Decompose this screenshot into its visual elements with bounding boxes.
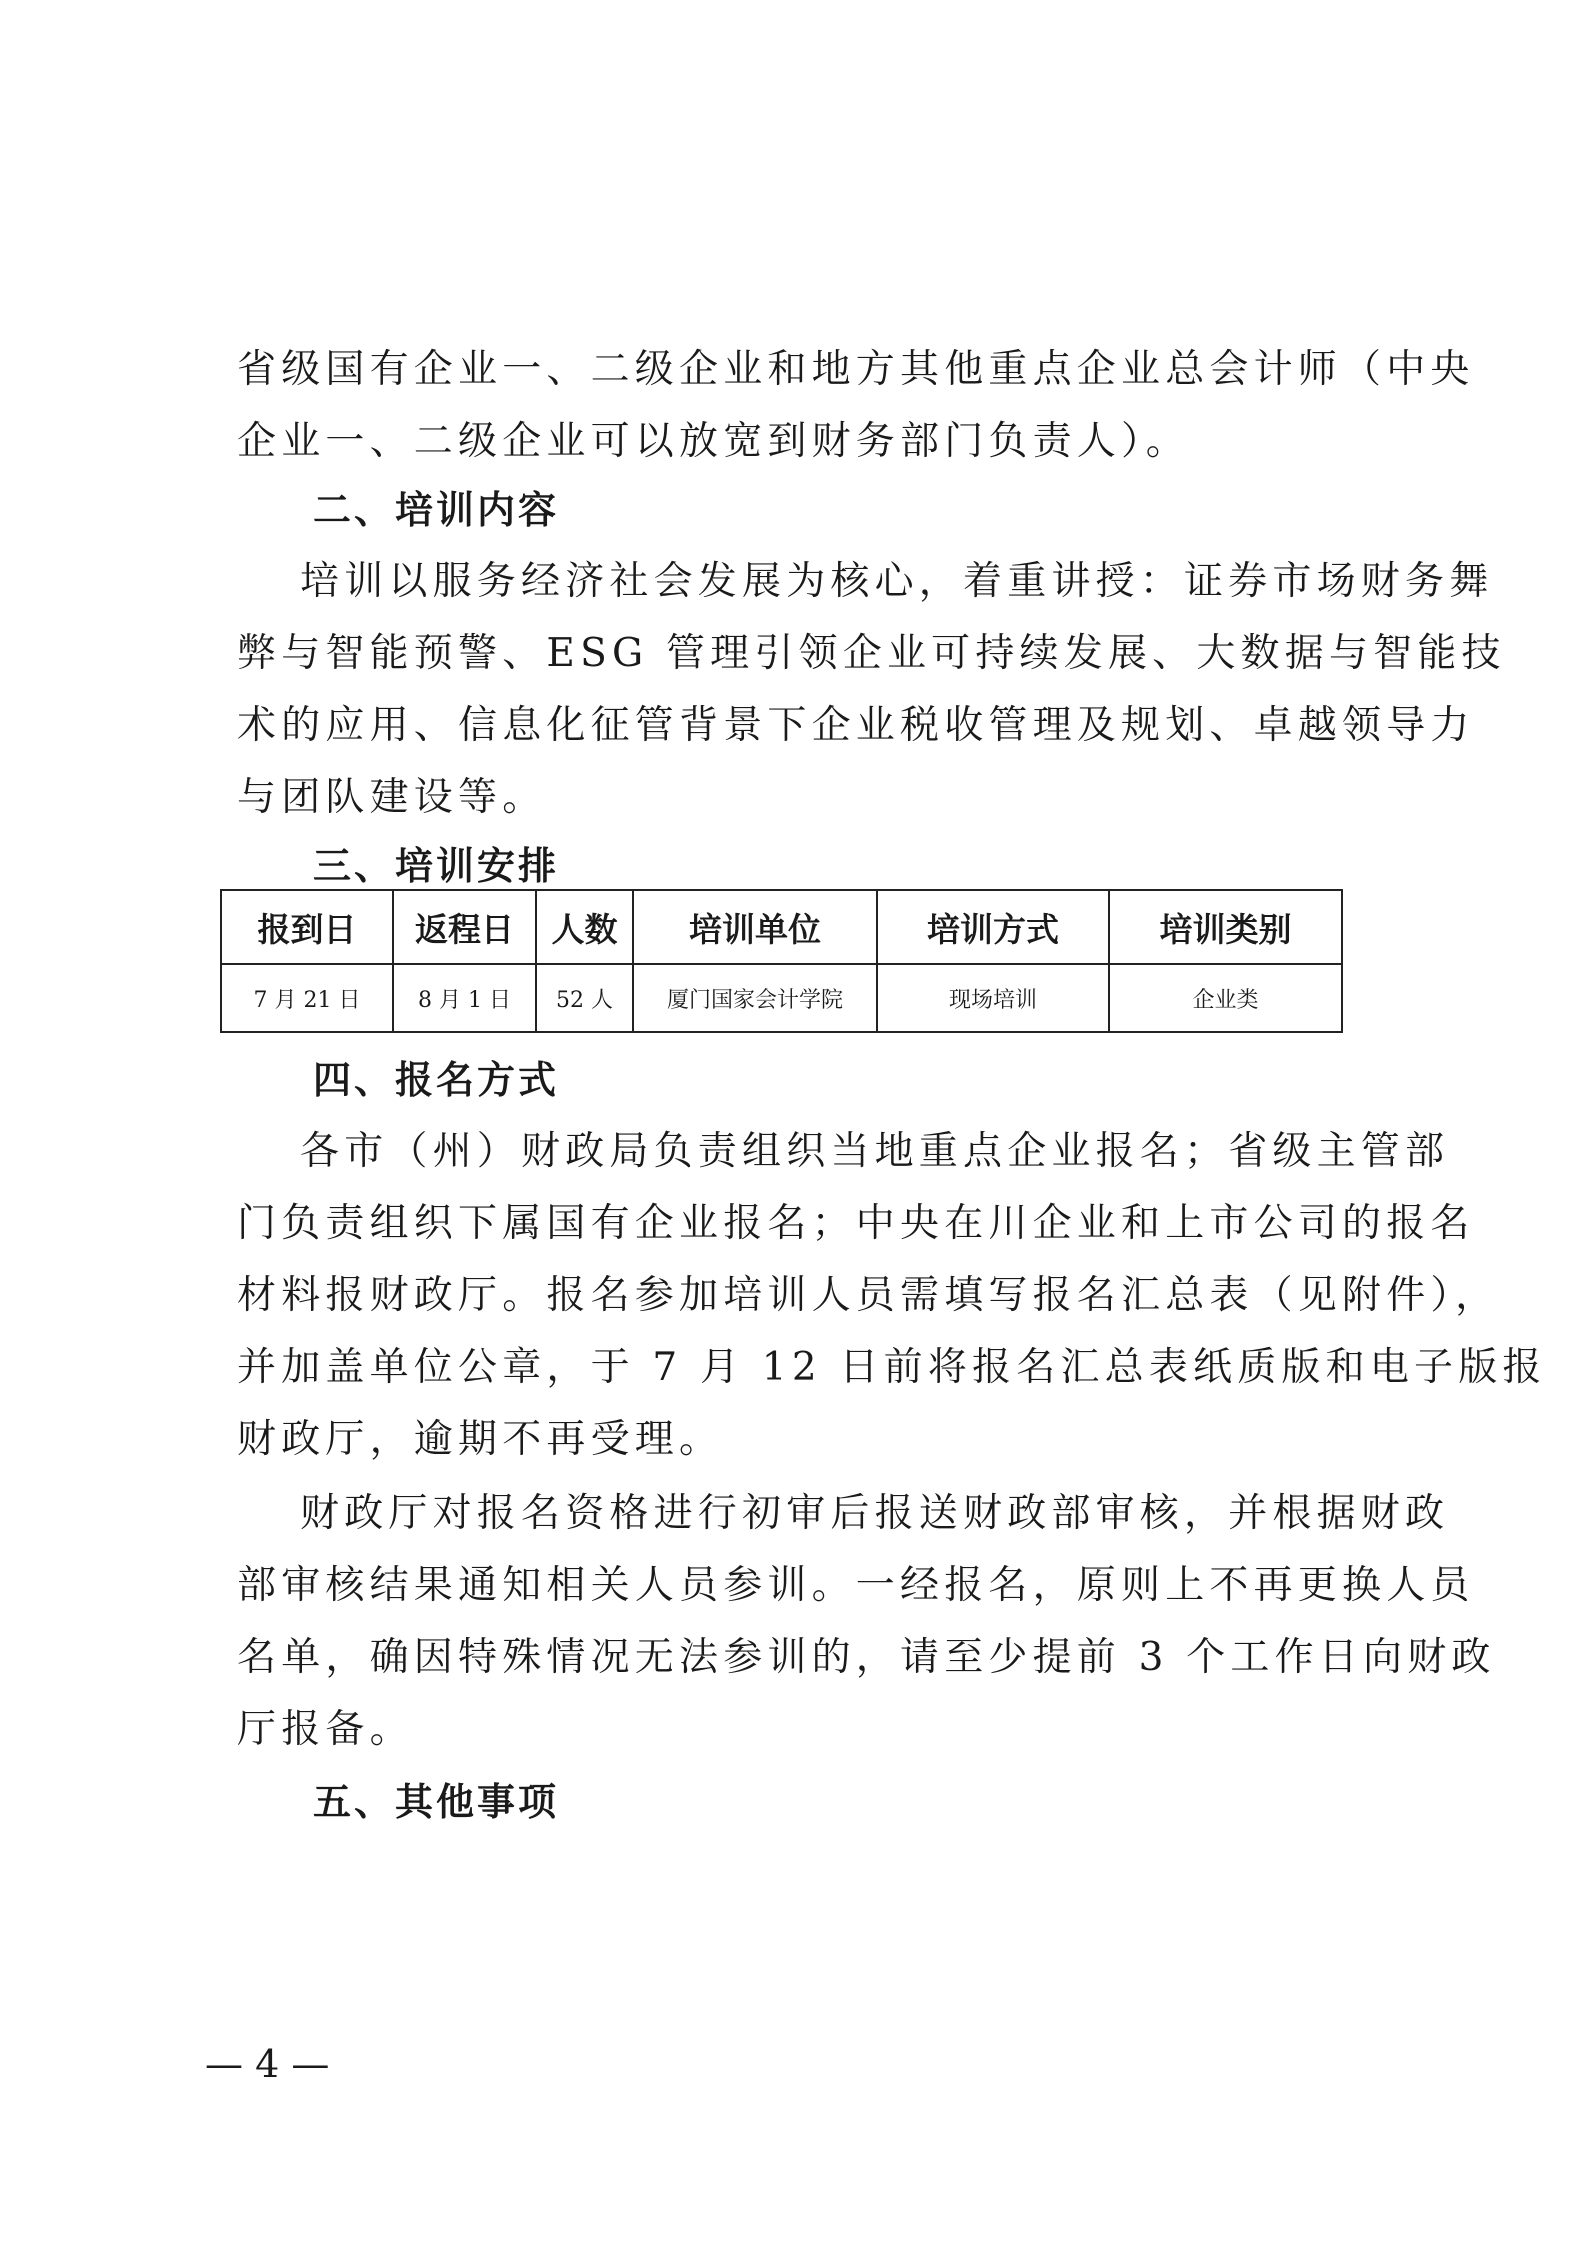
body-text-line: 财政厅对报名资格进行初审后报送财政部审核，并根据财政 — [300, 1491, 1450, 1536]
body-text-line: 弊与智能预警、ESG 管理引领企业可持续发展、大数据与智能技 — [237, 631, 1506, 676]
column-header-headcount: 人数 — [536, 890, 633, 964]
body-text-line: 省级国有企业一、二级企业和地方其他重点企业总会计师（中央 — [237, 347, 1475, 392]
body-text-line: 与团队建设等。 — [237, 775, 547, 820]
column-header-training-method: 培训方式 — [877, 890, 1109, 964]
body-text-line: 各市（州）财政局负责组织当地重点企业报名；省级主管部 — [300, 1129, 1450, 1174]
body-text-line: 财政厅，逾期不再受理。 — [237, 1417, 724, 1462]
table-cell: 厦门国家会计学院 — [633, 964, 877, 1032]
column-header-report-date: 报到日 — [221, 890, 393, 964]
body-text-line: 培训以服务经济社会发展为核心，着重讲授：证券市场财务舞 — [300, 559, 1494, 604]
training-schedule-table — [220, 889, 1343, 1033]
page-number: — 4 — — [205, 2042, 330, 2086]
body-text-line: 术的应用、信息化征管背景下企业税收管理及规划、卓越领导力 — [237, 703, 1475, 748]
table-cell: 现场培训 — [877, 964, 1109, 1032]
section-heading-training-content: 二、培训内容 — [313, 488, 560, 532]
body-text-line: 名单，确因特殊情况无法参训的，请至少提前 3 个工作日向财政 — [237, 1635, 1496, 1680]
body-text-line: 门负责组织下属国有企业报名；中央在川企业和上市公司的报名 — [237, 1201, 1475, 1246]
table-cell: 52 人 — [536, 964, 633, 1032]
section-heading-other-matters: 五、其他事项 — [313, 1780, 560, 1824]
table-row — [221, 964, 1342, 1032]
body-text-line: 材料报财政厅。报名参加培训人员需填写报名汇总表（见附件）， — [237, 1273, 1500, 1318]
body-text-line: 部审核结果通知相关人员参训。一经报名，原则上不再更换人员 — [237, 1563, 1475, 1608]
section-heading-training-schedule: 三、培训安排 — [313, 844, 560, 888]
body-text-line: 厅报备。 — [237, 1707, 414, 1752]
body-text-line: 企业一、二级企业可以放宽到财务部门负责人）。 — [237, 419, 1190, 464]
section-heading-registration: 四、报名方式 — [313, 1058, 560, 1102]
column-header-training-unit: 培训单位 — [633, 890, 877, 964]
column-header-training-category: 培训类别 — [1109, 890, 1342, 964]
table-header-row — [221, 890, 1342, 964]
body-text-line: 并加盖单位公章，于 7 月 12 日前将报名汇总表纸质版和电子版报 — [237, 1345, 1547, 1390]
table-cell: 8 月 1 日 — [393, 964, 536, 1032]
table-cell: 企业类 — [1109, 964, 1342, 1032]
column-header-return-date: 返程日 — [393, 890, 536, 964]
table-cell: 7 月 21 日 — [221, 964, 393, 1032]
